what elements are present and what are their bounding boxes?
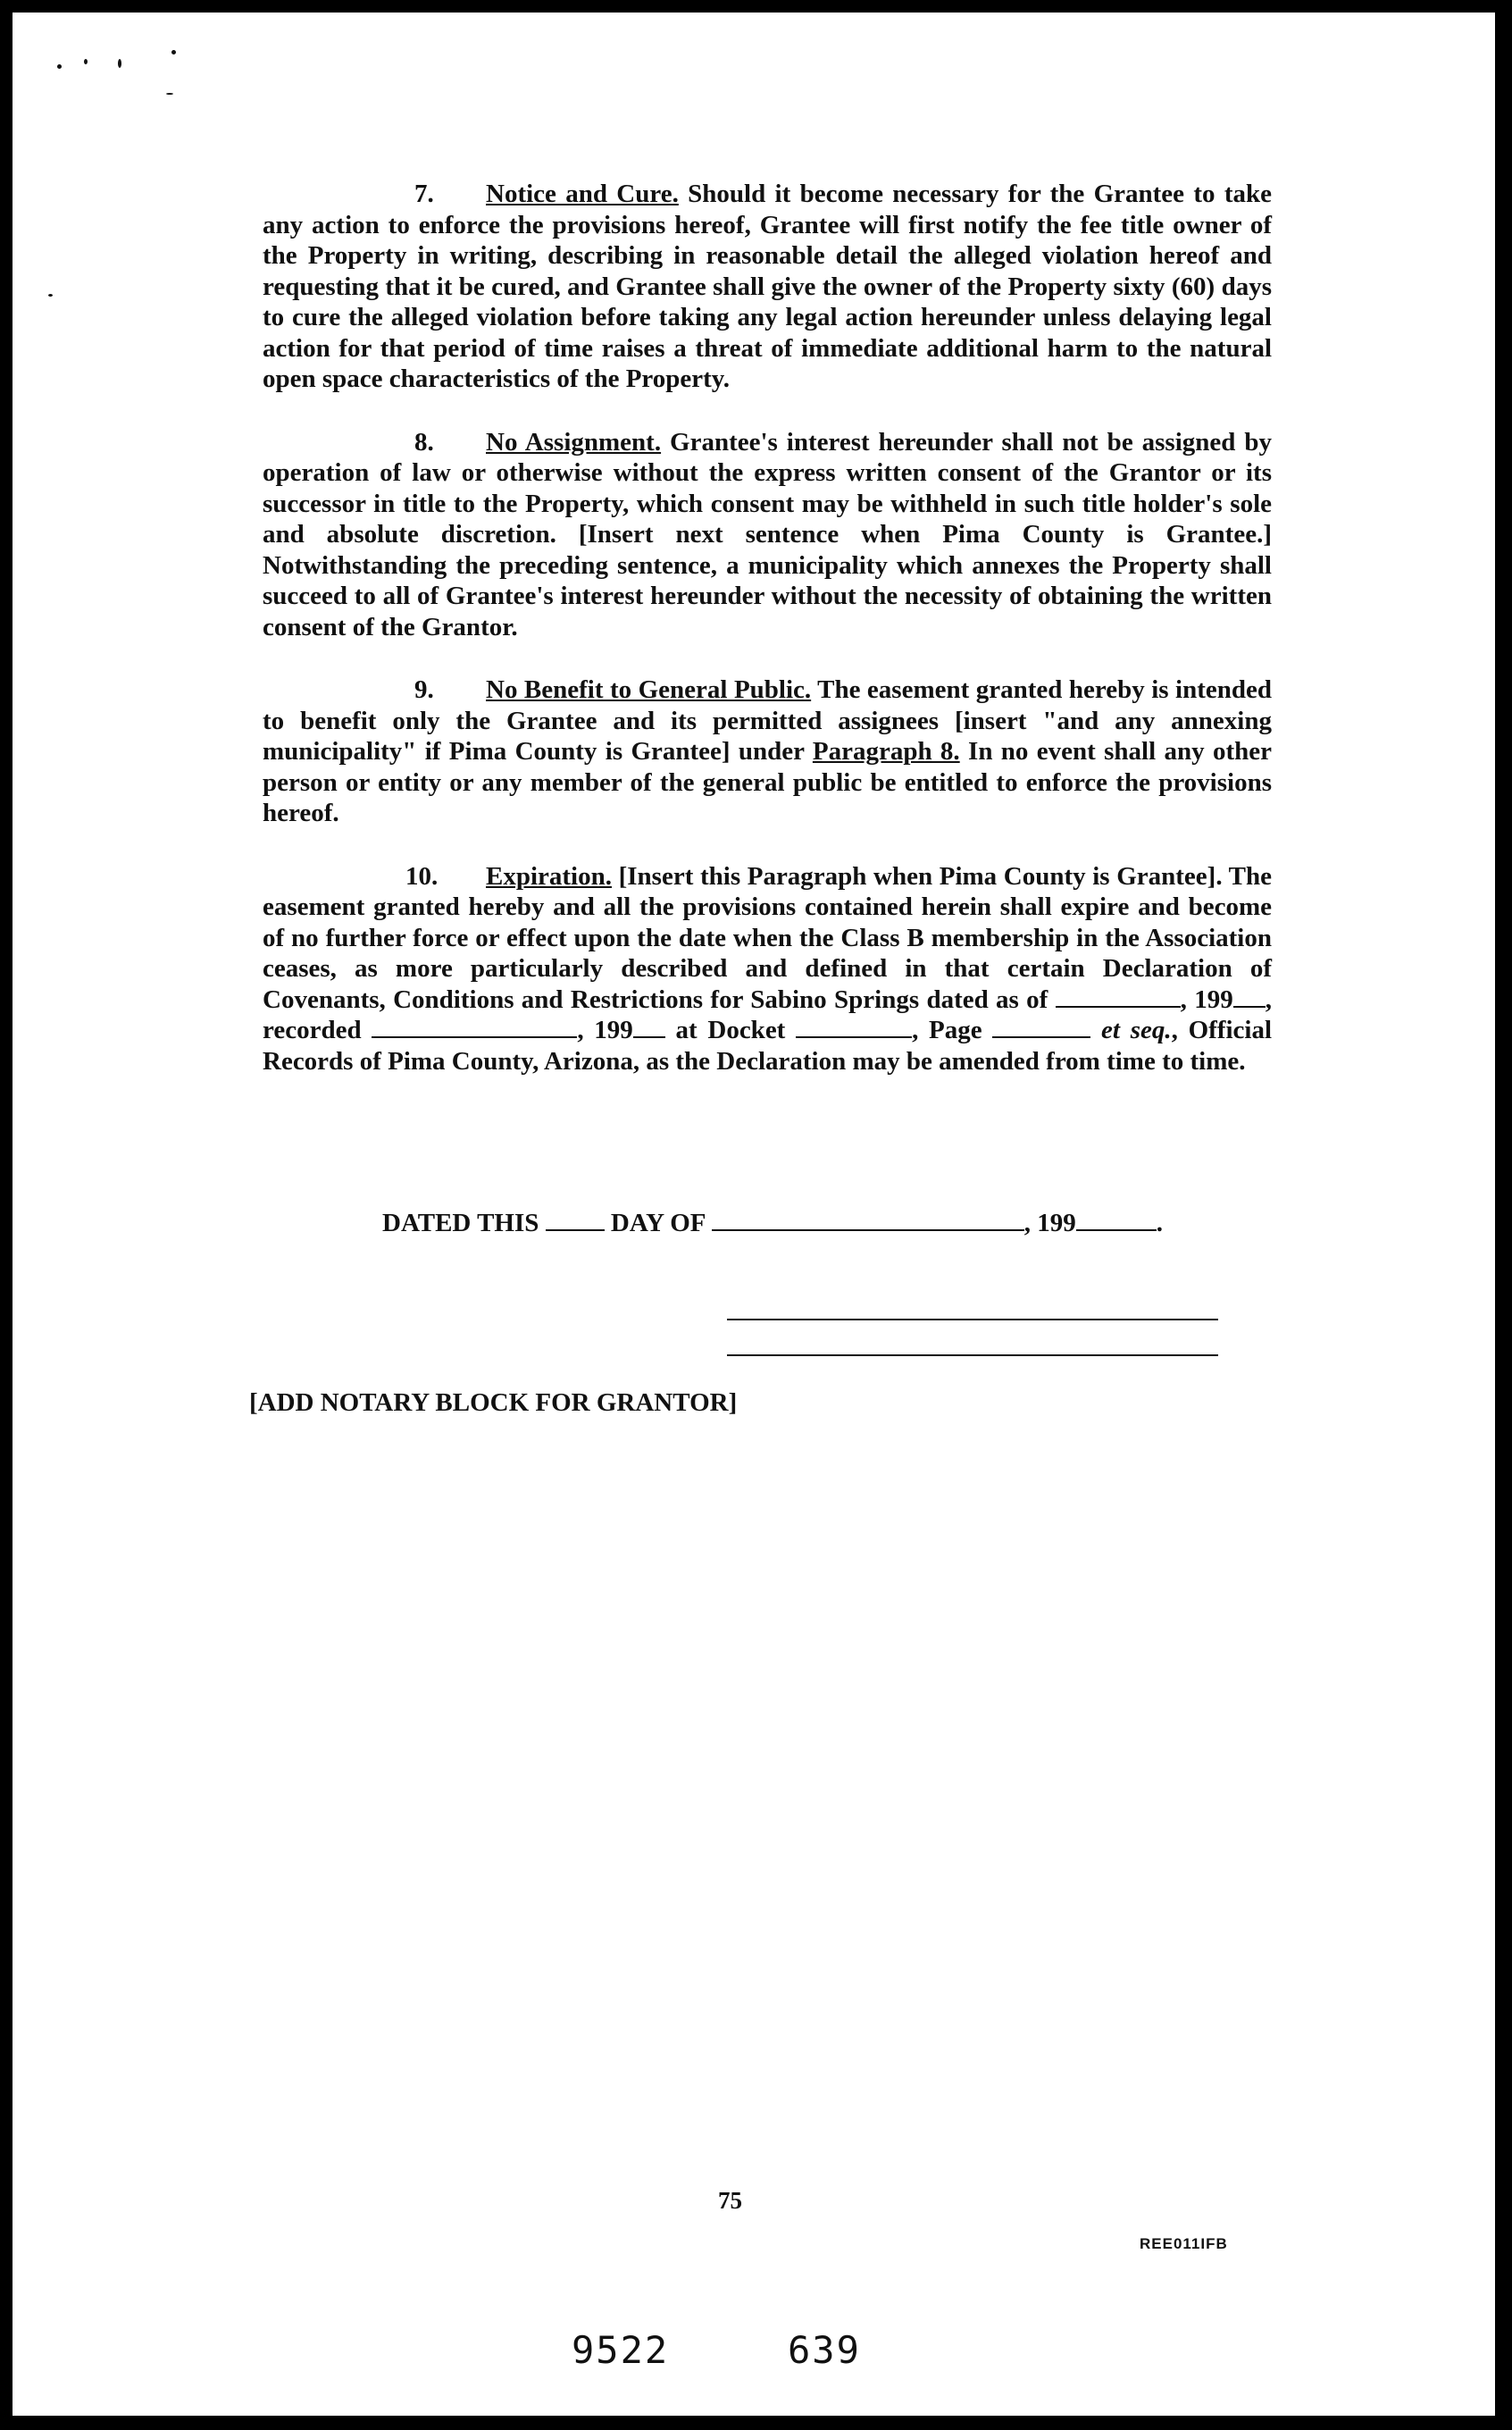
document-page [13, 13, 1495, 2416]
scan-speck [118, 59, 121, 68]
document-body [263, 179, 1272, 1109]
paragraph-heading: Notice and Cure. [486, 180, 679, 208]
blank-date [1056, 985, 1181, 1008]
paragraph-expiration [263, 861, 1272, 1077]
paragraph-text: Grantee's interest hereunder shall not be assigned by operation of law or otherwise without the express written consent of the Grantor or its successor in title to the Property, which consent may be withheld in such title holder's sole and absolute discretion. [Insert next sentence when Pima County is Grantee.] Notwithstanding the preceding sentence, a municipality which annexes the Property shall succeed to all of Grantee's interest hereunder without the necessity of obtaining the written consent of the Grantor. [263, 427, 1273, 641]
scan-speck [84, 59, 88, 64]
scan-speck [171, 50, 176, 54]
signature-line [727, 1354, 1218, 1356]
paragraph-text: at Docket [664, 1016, 797, 1044]
paragraph-text: In no event shall any other person or entity or any member of the general public be entitled to enforce the provisions hereof. [263, 737, 1273, 827]
notary-block-note: [ADD NOTARY BLOCK FOR GRANTOR] [249, 1388, 738, 1417]
paragraph-text: Should it become necessary for the Grantee to take any action to enforce the provisions hereof, Grantee will first notify the fee title owner of the Property in writing, describing in reasonable detail the alleged violation hereof and requesting that it be cured, and Grantee shall give the owner of the Property sixty (60) days to cure the alleged violation before taking any legal action hereunder unless delaying legal action for that period of time raises a threat of immediate additional harm to the natural open space characteristics of the Property. [263, 180, 1273, 393]
paragraph-text: , 199 [1180, 985, 1233, 1014]
paragraph-text: , 199 [577, 1016, 633, 1044]
recording-stamp-right: 639 [788, 2328, 861, 2372]
blank-recorded [372, 1015, 577, 1038]
paragraph-number: 10. [405, 861, 439, 891]
paragraph-heading: No Assignment. [486, 427, 662, 457]
blank-year [1233, 985, 1266, 1008]
scan-speck [166, 93, 173, 95]
dated-line [382, 1208, 1163, 1238]
document-code: REE011IFB [1140, 2235, 1228, 2252]
paragraph-no-benefit [263, 675, 1272, 829]
dated-text: DATED THIS [382, 1209, 546, 1237]
dated-text: . [1156, 1209, 1163, 1237]
paragraph-number: 8. [414, 427, 434, 457]
paragraph-no-assignment [263, 427, 1272, 643]
paragraph-notice-and-cure [263, 179, 1272, 395]
paragraph-heading: Expiration. [486, 861, 612, 891]
blank-day [546, 1208, 605, 1231]
recording-stamp-left: 9522 [572, 2328, 670, 2372]
paragraph-number: 9. [414, 675, 434, 704]
blank-page [992, 1015, 1090, 1038]
dated-text: , 199 [1023, 1209, 1076, 1237]
blank-month [712, 1208, 1024, 1231]
scan-speck [57, 64, 62, 69]
dated-text: DAY OF [604, 1209, 712, 1237]
paragraph-text: , recorded [263, 985, 1273, 1044]
paragraph-text: The easement granted hereby is intended to benefit only the Grantee and its permitted assignees [insert "and any annexing municipality" if Pima County is Grantee] under [263, 675, 1272, 766]
blank-docket [796, 1015, 912, 1038]
scan-speck [48, 294, 53, 297]
signature-line [727, 1319, 1218, 1320]
paragraph-text: [Insert this Paragraph when Pima County is Grantee]. The easement granted hereby and all the provisions contained herein shall expire and become of no further force or effect upon the date when the Class B membership in the Association ceases, as more particularly described and defined in that certain Declaration of Covenants, Conditions and Restrictions for Sabino Springs dated as of [263, 861, 1272, 1014]
paragraph-heading: No Benefit to General Public. [486, 675, 812, 704]
paragraph-text: et seq. [1090, 1016, 1172, 1044]
blank-year [633, 1015, 665, 1038]
blank-year [1076, 1208, 1157, 1231]
page-number: 75 [718, 2187, 742, 2214]
paragraph-text: , Official Records of Pima County, Arizona, as the Declaration may be amended from time to time. [263, 1016, 1273, 1076]
paragraph-number: 7. [414, 180, 434, 208]
paragraph-reference: Paragraph 8. [812, 737, 960, 766]
paragraph-text: , Page [912, 1016, 993, 1044]
